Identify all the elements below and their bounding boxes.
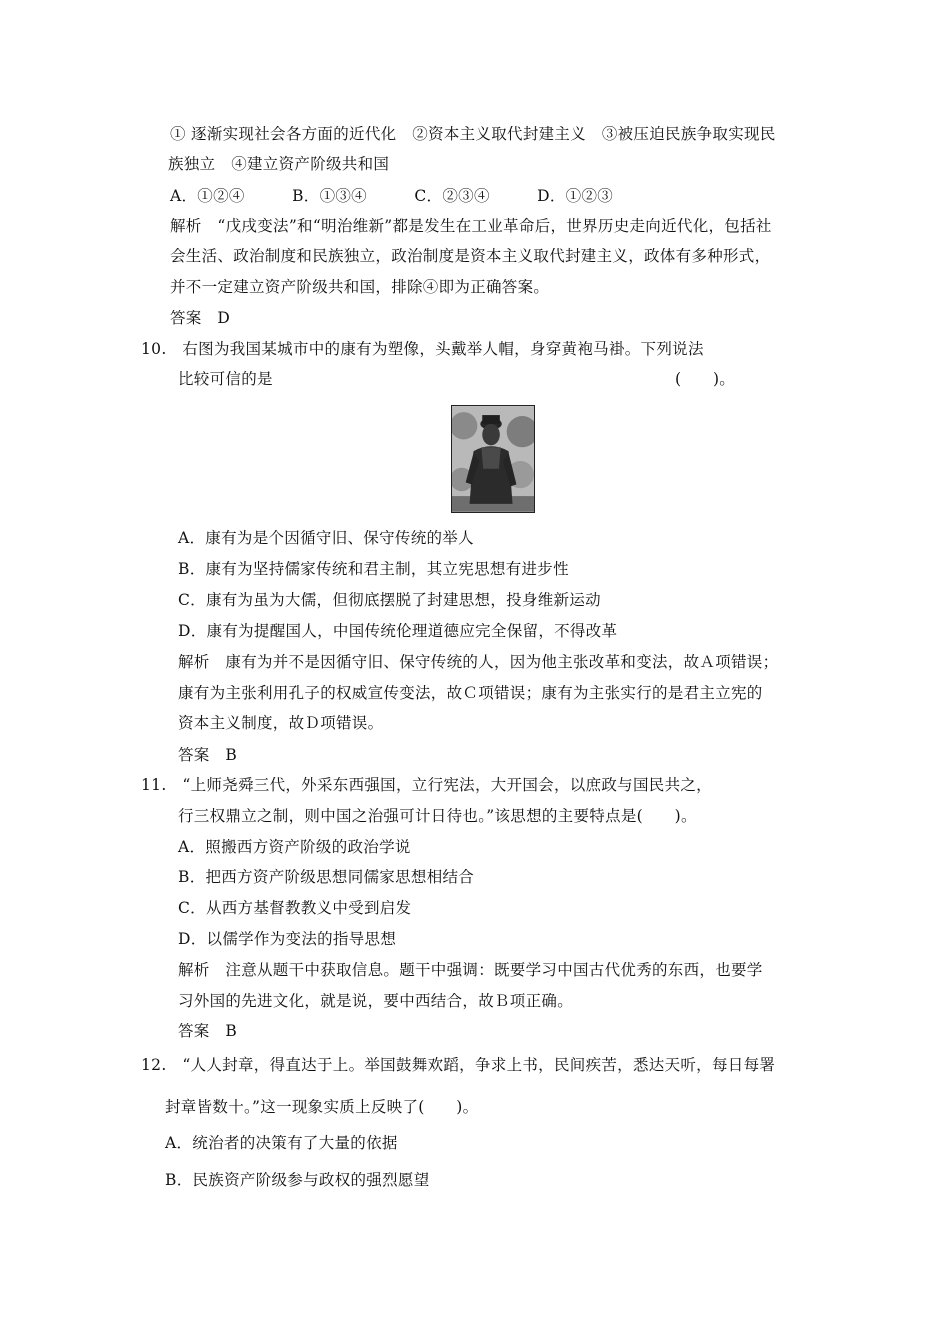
q11-analysis-line1: 解析 注意从题干中获取信息。题干中强调：既要学习中国古代优秀的东西，也要学 bbox=[178, 961, 763, 979]
q10-option-c: C．康有为虽为大儒，但彻底摆脱了封建思想，投身维新运动 bbox=[178, 591, 601, 609]
q11-option-d: D．以儒学作为变法的指导思想 bbox=[178, 930, 397, 948]
q10-option-d: D．康有为提醒国人，中国传统伦理道德应完全保留，不得改革 bbox=[178, 622, 618, 640]
q9-items-line2: 族独立 ④建立资产阶级共和国 bbox=[168, 155, 390, 173]
q12-stem-line1: 12. “人人封章，得直达于上。举国鼓舞欢蹈，争求上书，民间疾苦，悉达天听，每日每署 bbox=[141, 1056, 776, 1074]
statue-photo bbox=[451, 405, 535, 513]
q9-analysis-line3: 并不一定建立资产阶级共和国，排除④即为正确答案。 bbox=[170, 278, 550, 296]
q11-option-a: A．照搬西方资产阶级的政治学说 bbox=[178, 838, 411, 856]
q9-analysis-line2: 会生活、政治制度和民族独立，政治制度是资本主义取代封建主义，政体有多种形式， bbox=[170, 247, 771, 265]
q9-answer: 答案 D bbox=[170, 309, 231, 327]
q11-analysis-line2: 习外国的先进文化，就是说，要中西结合，故Ｂ项正确。 bbox=[178, 992, 574, 1010]
q10-answer-blank: ( )。 bbox=[675, 370, 736, 388]
q10-option-b: B．康有为坚持儒家传统和君主制，其立宪思想有进步性 bbox=[178, 560, 569, 578]
q12-option-b: B．民族资产阶级参与政权的强烈愿望 bbox=[165, 1171, 430, 1189]
q10-option-a: A．康有为是个因循守旧、保守传统的举人 bbox=[178, 529, 474, 547]
q11-answer: 答案 B bbox=[178, 1022, 238, 1040]
q9-analysis-line1: 解析 “戊戌变法”和“明治维新”都是发生在工业革命后，世界历史走向近代化，包括社 bbox=[170, 217, 772, 235]
q10-stem-line1: 10. 右图为我国某城市中的康有为塑像，头戴举人帽，身穿黄袍马褂。下列说法 bbox=[141, 340, 704, 358]
q11-option-b: B．把西方资产阶级思想同儒家思想相结合 bbox=[178, 868, 475, 886]
q11-stem-line1: 11. “上师尧舜三代，外采东西强国，立行宪法，大开国会，以庶政与国民共之， bbox=[141, 776, 712, 794]
q12-option-a: A．统治者的决策有了大量的依据 bbox=[165, 1134, 398, 1152]
q9-options: A．①②④ B．①③④ C．②③④ D．①②③ bbox=[170, 187, 614, 205]
q10-analysis-line1: 解析 康有为并不是因循守旧、保守传统的人，因为他主张改革和变法，故Ａ项错误； bbox=[178, 653, 779, 671]
q11-option-c: C．从西方基督教教义中受到启发 bbox=[178, 899, 412, 917]
q11-stem-line2: 行三权鼎立之制，则中国之治强可计日待也。”该思想的主要特点是( )。 bbox=[178, 807, 697, 825]
q10-analysis-line3: 资本主义制度，故Ｄ项错误。 bbox=[178, 714, 384, 732]
q10-answer: 答案 B bbox=[178, 746, 238, 764]
q10-analysis-line2: 康有为主张利用孔子的权威宣传变法，故Ｃ项错误；康有为主张实行的是君主立宪的 bbox=[178, 684, 763, 702]
q9-items-line1: ① 逐渐实现社会各方面的近代化 ②资本主义取代封建主义 ③被压迫民族争取实现民 bbox=[170, 125, 776, 143]
q10-stem-line2: 比较可信的是 bbox=[178, 370, 273, 388]
statue-image bbox=[452, 406, 534, 512]
q12-stem-line2: 封章皆数十。”这一现象实质上反映了( )。 bbox=[165, 1098, 479, 1116]
